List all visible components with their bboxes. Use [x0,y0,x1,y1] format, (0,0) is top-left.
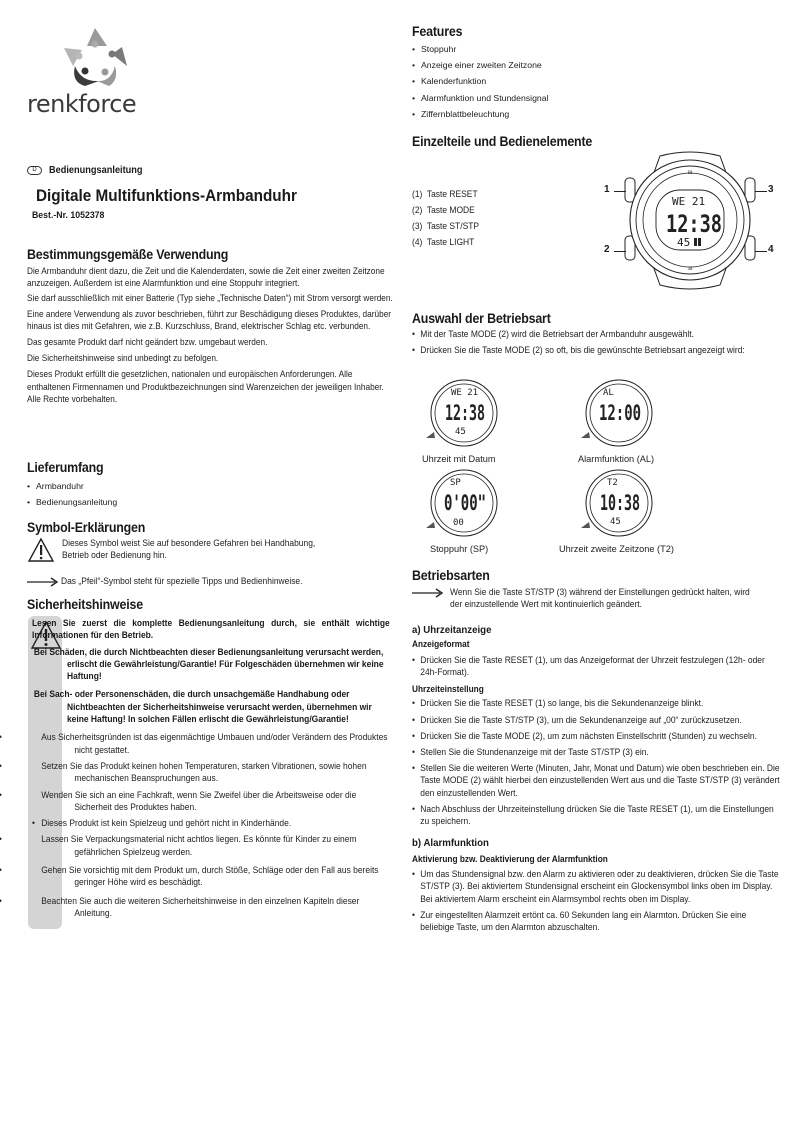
arrow-right-icon [27,577,59,587]
section-heading: Bestimmungsgemäße Verwendung [27,247,229,262]
list-item: • Drücken Sie die Taste ST/STP (3), um die Sekundenanzeige auf „00“ zurückzusetzen. [412,714,780,726]
list-item: • Drücken Sie die Taste RESET (1) so lange, bis die Sekundenanzeige blinkt. [412,697,780,709]
section-heading: Features [412,24,463,39]
order-number: Best.-Nr. 1052378 [32,210,105,221]
safety-content [32,617,392,919]
svg-text:60: 60 [687,170,693,175]
section-scope [27,460,387,510]
svg-text:30: 30 [687,266,693,271]
list-item: • Drücken Sie die Taste MODE (2), um zum nächsten Einstellschritt (Stunden) zu wechseln. [412,730,780,742]
svg-text:45: 45 [610,517,621,527]
page-title: Digitale Multifunktions-Armbanduhr [36,186,297,205]
list-item: • Ziffernblattbeleuchtung [412,106,782,122]
section-heading-parts: Einzelteile und Bedienelemente [412,134,593,149]
section-heading-safety: Sicherheitshinweise [27,597,143,612]
svg-text:SP: SP [450,478,461,488]
section-operating-modes [412,568,782,933]
list-item: • Bedienungsanleitung [27,494,387,510]
parts-list [412,186,485,250]
section-heading: Symbol-Erklärungen [27,520,146,535]
part-item: (4) Taste LIGHT [412,237,475,247]
safety-bullet: • Wenden Sie sich an eine Fachkraft, wenn Sie Zweifel über die Arbeitsweise oder die Sicherheit des Produktes haben. [32,789,390,814]
part-item: (1) Taste RESET [412,189,478,199]
part-item: (2) Taste MODE [412,205,475,215]
watch-mode-second-timezone [577,468,657,540]
section-features [412,24,782,122]
paragraph: Dieses Produkt erfüllt die gesetzlichen, nationalen und europäischen Anforderungen. Alle enthaltenen Firmennamen und Produktbezeichnungen sind Warenzeichen der jeweiligen Inhaber. Alle Rechte vorbehalten. [27,369,384,404]
watch-illustration [600,148,780,293]
sub-subsection-heading: Aktivierung bzw. Deaktivierung der Alarmfunktion [412,854,608,865]
list-item: • Mit der Taste MODE (2) wird die Betriebsart der Armbanduhr ausgewählt. [412,328,780,340]
list-item: • Alarmfunktion und Stundensignal [412,90,782,106]
svg-text:WE 21: WE 21 [672,195,706,208]
watch-mode-time-date [422,378,502,450]
watch-mode-alarm [577,378,657,450]
svg-text:45: 45 [455,427,466,437]
brand-name: renkforce [27,90,137,118]
svg-text:12:38: 12:38 [666,210,722,238]
safety-bullet: • Beachten Sie auch die weiteren Sicherheitshinweise in den einzelnen Kapiteln dieser Anleitung. [32,895,390,920]
paragraph: Sie darf ausschließlich mit einer Batterie (Typ siehe „Technische Daten“) mit Strom versorgt werden. [27,293,393,304]
list-item: • Kalenderfunktion [412,73,782,89]
svg-text:12:38: 12:38 [445,401,485,425]
doc-type: Bedienungsanleitung [49,165,143,176]
svg-text:00: 00 [453,518,464,528]
mode-caption: Uhrzeit zweite Zeitzone (T2) [559,544,674,554]
language-badge: D [27,166,42,175]
part-item: (3) Taste ST/STP [412,221,480,231]
section-intended-use [27,247,397,405]
safety-bullet: • Gehen Sie vorsichtig mit dem Produkt um, durch Stöße, Schläge oder den Fall aus bereits geringer Höhe wird es beschädigt. [32,864,390,889]
paragraph: Eine andere Verwendung als zuvor beschrieben, führt zur Beschädigung dieses Produktes, darüber hinaus ist dies mit Gefahren, wie z.B. Kurzschluss, Brand, elektrischer Schlag etc. verbunden. [27,308,392,331]
paragraph: Das gesamte Produkt darf nicht geändert bzw. umgebaut werden. [27,337,268,348]
mode-caption: Stoppuhr (SP) [430,544,489,554]
paragraph: Die Armbanduhr dient dazu, die Zeit und die Kalenderdaten, sowie die Zeit einer zweiten Zeitzone anzuzeigen. Außerdem ist eine Alarmfunktion und eine Stoppuhr integriert. [27,266,385,289]
list-item: • Drücken Sie die Taste MODE (2) so oft, bis die gewünschte Betriebsart angezeigt wird: [412,344,780,356]
list-item: • Stoppuhr [412,41,782,57]
warning-symbol-text: Dieses Symbol weist Sie auf besondere Gefahren bei Handhabung, Betrieb oder Bedienung hin. [62,538,316,561]
sub-subsection-heading: Anzeigeformat [412,639,470,649]
star-people-logo-icon [27,26,162,96]
callout-4: 4 [768,244,774,255]
svg-text:0'00": 0'00" [444,491,486,515]
arrow-symbol-text: Das „Pfeil“-Symbol steht für spezielle Tipps und Bedienhinweise. [61,576,303,586]
svg-text:AL: AL [603,388,614,398]
sub-subsection-heading: Uhrzeiteinstellung [412,684,484,695]
svg-text:10:38: 10:38 [600,491,640,515]
svg-text:T2: T2 [607,478,618,488]
section-heading: Betriebsarten [412,568,490,583]
paragraph: Die Sicherheitshinweise sind unbedingt zu befolgen. [27,353,219,364]
list-item: • Drücken Sie die Taste RESET (1), um das Anzeigeformat der Uhrzeit festzulegen (12h- oder 24h-Format). [412,654,780,678]
section-heading: Lieferumfang [27,460,104,475]
mode-watch-grid [412,378,792,558]
svg-text:12:00: 12:00 [599,401,641,425]
section-mode-select [412,311,782,356]
safety-bold-paragraph: Bei Schäden, die durch Nichtbeachten dieser Bedienungsanleitung verursacht werden, erlischt die Gewährleistung/Garantie! Für Folgeschäden übernehmen wir keine Haftung! [33,646,384,682]
list-item: • Stellen Sie die weiteren Werte (Minuten, Jahr, Monat und Datum) wie oben beschrieben ein. Die Taste MODE (2) wählt hierbei den einzustellenden Wert aus und die Taste ST/STP (3) verändert den einzustellenden Wert. [412,762,780,799]
mode-caption: Uhrzeit mit Datum [422,454,496,464]
safety-bullet: • Dieses Produkt ist kein Spielzeug und gehört nicht in Kinderhände. [32,817,390,829]
watch-mode-stopwatch [422,468,502,540]
callout-1: 1 [604,184,610,195]
safety-bullet: • Setzen Sie das Produkt keinen hohen Temperaturen, starken Vibrationen, sowie hohen mechanischen Beanspruchungen aus. [32,760,390,785]
brand-logo [27,26,162,121]
safety-bold-paragraph: Bei Sach- oder Personenschäden, die durch unsachgemäße Handhabung oder Nichtbeachten der Sicherheitshinweise verursacht werden, übernehmen wir keine Haftung! In solchen Fällen erlischt die Gewährleistung/Garantie! [33,689,372,725]
callout-3: 3 [768,184,774,195]
svg-text:45: 45 [677,236,691,249]
callout-2: 2 [604,244,610,255]
warning-triangle-icon [27,537,55,563]
section-symbols [27,520,397,589]
list-item: • Anzeige einer zweiten Zeitzone [412,57,782,73]
list-item: • Um das Stundensignal bzw. den Alarm zu aktivieren oder zu deaktivieren, drücken Sie die Taste ST/STP (3). Bei aktiviertem Stundensignal erscheint ein Glockensymbol links oben im Display. Bei aktiviertem Alarm erscheint ein Alarmsymbol rechts oben im Display. [412,868,780,905]
list-item: • Zur eingestellten Alarmzeit ertönt ca. 60 Sekunden lang ein Alarmton. Drücken Sie eine beliebige Taste, um den Alarmton abzuschalten. [412,909,780,933]
list-item: • Nach Abschluss der Uhrzeiteinstellung drücken Sie die Taste RESET (1), um die Einstellungen zu speichern. [412,803,780,827]
svg-text:WE 21: WE 21 [451,388,479,398]
mode-caption: Alarmfunktion (AL) [578,454,655,464]
subsection-heading: a) Uhrzeitanzeige [412,624,492,636]
safety-bullet: • Lassen Sie Verpackungsmaterial nicht achtlos liegen. Es könnte für Kinder zu einem gefährlichen Spielzeug werden. [32,833,390,858]
safety-bold-paragraph: Lesen Sie zuerst die komplette Bedienungsanleitung durch, sie enthält wichtige Informationen für den Betrieb. [32,618,390,641]
subsection-heading: b) Alarmfunktion [412,837,489,850]
watch-diagram [600,148,780,293]
safety-bullet: • Aus Sicherheitsgründen ist das eigenmächtige Umbauen und/oder Verändern des Produktes nicht gestattet. [32,731,390,756]
section-heading: Auswahl der Betriebsart [412,311,551,326]
list-item: • Stellen Sie die Stundenanzeige mit der Taste ST/STP (3) ein. [412,746,780,758]
list-item: • Armbanduhr [27,478,387,494]
arrow-right-icon [412,588,444,598]
tip-text: Wenn Sie die Taste ST/STP (3) während der Einstellungen gedrückt halten, wird der einzustellende Wert mit kontinuierlich geändert. [450,587,750,610]
